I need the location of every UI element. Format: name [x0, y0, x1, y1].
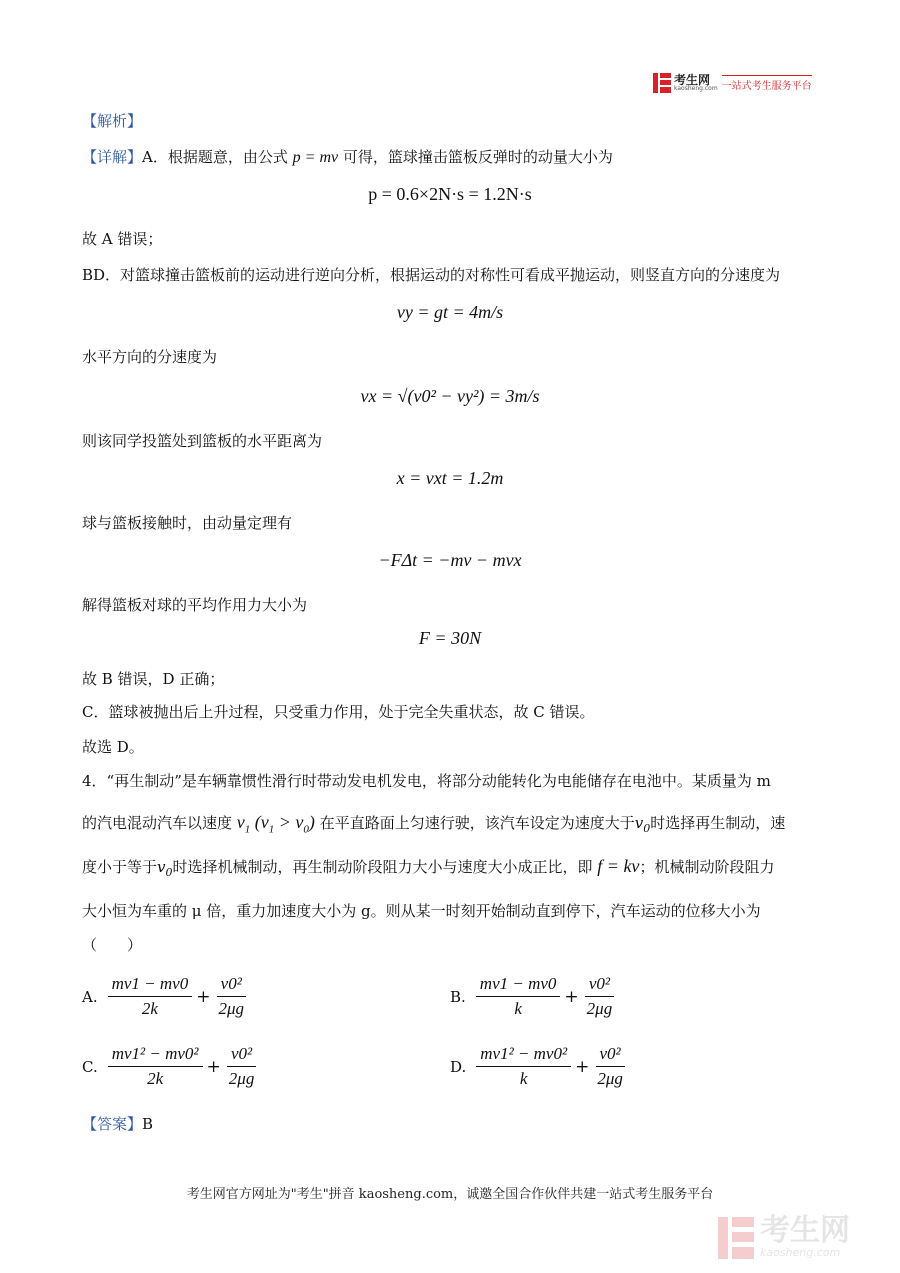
- equation-vx: vx = √(v0² − vy²) = 3m/s: [360, 386, 540, 406]
- option-d[interactable]: D. $\frac{\text{mv1² − mv0²}}{k}$ + $\frac{\text{v0²}}{2\mu g}$: [450, 1044, 623, 1088]
- question-line-1: 4．“再生制动”是车辆靠惯性滑行时带动发电机发电，将部分动能转化为电能储存在电池中。某质量为 m: [82, 772, 771, 790]
- logo-url: kaosheng.com: [674, 85, 718, 92]
- logo-name: 考生网: [674, 73, 711, 87]
- distance-line: 则该同学投篮处到篮板的水平距离为: [82, 432, 323, 450]
- impulse-line: 球与篮板接触时，由动量定理有: [82, 514, 293, 532]
- equation-x: x = vxt = 1.2m: [396, 468, 504, 488]
- question-line-2: 的汽电混动汽车以速度 $v_1$ $(v_1 > v_0)$ 在平直路面上匀速行驶，该汽车设定为速度大于$v_0$时选择再生制动，速: [82, 812, 786, 836]
- equation-momentum: p = 0.6×2N·s = 1.2N·s: [368, 184, 532, 204]
- answer-tag: 【答案】: [82, 1115, 143, 1133]
- answer-blank: （ ）: [82, 936, 143, 954]
- bd-analysis-line: BD．对篮球撞击篮板前的运动进行逆向分析，根据运动的对称性可看成平抛运动，则竖直方向的分速度为: [82, 266, 781, 284]
- question-line-4: 大小恒为车重的 μ 倍，重力加速度大小为 g。则从某一时刻开始制动直到停下，汽车运动的位移大小为: [82, 902, 761, 920]
- force-line: 解得篮板对球的平均作用力大小为: [82, 596, 308, 614]
- formula-fkv: f = kv: [597, 856, 640, 876]
- watermark-logo-icon: [718, 1217, 754, 1259]
- detail-text-a: A．根据题意，由公式: [142, 148, 288, 166]
- equation-vy: vy = gt = 4m/s: [396, 302, 504, 322]
- formula-p: p = mv: [292, 149, 339, 166]
- option-c[interactable]: C. $\frac{\text{mv1² − mv0²}}{2k}$ + $\frac{\text{v0²}}{2\mu g}$: [82, 1044, 255, 1088]
- conclusion-bd: 故 B 错误，D 正确；: [82, 670, 225, 688]
- header-logo: [653, 72, 812, 94]
- answer-line: [82, 1113, 153, 1134]
- v1-condition: $v_1$ $(v_1 > v_0)$: [236, 812, 315, 836]
- option-b[interactable]: B. $\frac{mv1 - mv0}{k}$ + $\frac{\text{v0²}}{2\mu g}$: [450, 974, 613, 1018]
- detail-tag: 【详解】: [82, 148, 143, 166]
- horizontal-velocity-line: 水平方向的分速度为: [82, 348, 218, 366]
- header-slogan: 一站式考生服务平台: [722, 75, 812, 92]
- answer-value: B: [142, 1115, 154, 1133]
- conclusion-a: 故 A 错误；: [82, 230, 163, 248]
- analysis-heading: 【解析】: [82, 112, 143, 130]
- watermark-name: 考生网: [760, 1213, 850, 1248]
- option-a[interactable]: A. $\frac{mv1 - mv0}{2k}$ + $\frac{\text{v0²}}{2\mu g}$: [82, 974, 245, 1018]
- watermark-url: kaosheng.com: [760, 1246, 841, 1259]
- conclusion-c: C．篮球被抛出后上升过程，只受重力作用，处于完全失重状态，故 C 错误。: [82, 703, 595, 721]
- equation-impulse: −FΔt = −mv − mvx: [378, 550, 522, 570]
- kaosheng-logo-icon: [653, 73, 671, 93]
- equation-force: F = 30N: [418, 628, 482, 648]
- final-choice: 故选 D。: [82, 738, 144, 756]
- detail-text-b: 可得，篮球撞击篮板反弹时的动量大小为: [342, 148, 613, 166]
- question-line-3: 度小于等于$v_0$时选择机械制动，再生制动阶段阻力大小与速度大小成正比，即 f = kv；机械制动阶段阻力: [82, 856, 775, 879]
- footer-text: 考生网官方网址为"考生"拼音 kaosheng.com，诚邀全国合作伙伴共建一站式考生服务平台: [186, 1187, 714, 1202]
- watermark: [718, 1213, 850, 1259]
- detail-line-1: [82, 146, 613, 167]
